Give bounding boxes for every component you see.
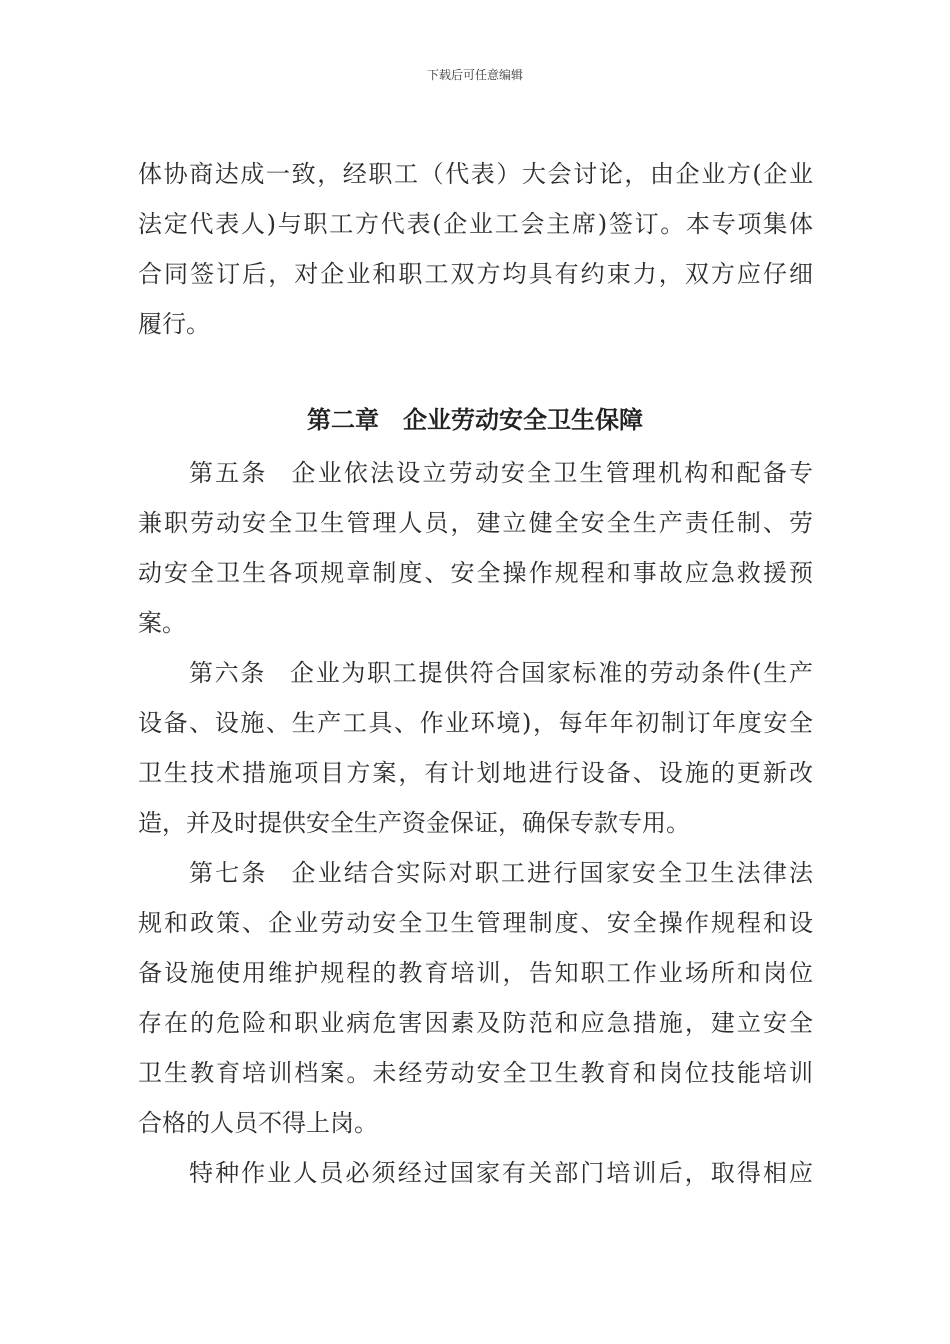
article6-label: 第六条 xyxy=(189,659,267,687)
article7-line-4: 存在的危险和职业病危害因素及防范和应急措施，建立安全 xyxy=(138,1009,813,1037)
article6-line-4: 造，并及时提供安全生产资金保证，确保专款专用。 xyxy=(138,809,690,837)
article7-line-2: 规和政策、企业劳动安全卫生管理制度、安全操作规程和设 xyxy=(138,909,813,937)
article7-line-6: 合格的人员不得上岗。 xyxy=(138,1109,378,1137)
intro-line-4: 履行。 xyxy=(138,310,210,338)
article6-line-2: 设备、设施、生产工具、作业环境)，每年年初制订年度安全 xyxy=(138,709,813,737)
article5-line-2: 兼职劳动安全卫生管理人员，建立健全安全生产责任制、劳 xyxy=(138,509,813,537)
article5-first-line xyxy=(189,457,813,489)
article5-line-3: 动安全卫生各项规章制度、安全操作规程和事故应急救援预 xyxy=(138,559,813,587)
article5-line-4: 案。 xyxy=(138,609,186,637)
article7-first-line xyxy=(189,857,813,889)
article5-label: 第五条 xyxy=(189,459,268,487)
article7-label: 第七条 xyxy=(189,859,268,887)
download-note: 下载后可任意编辑 xyxy=(426,68,523,82)
article6-line-3: 卫生技术措施项目方案，有计划地进行设备、设施的更新改 xyxy=(138,759,813,787)
article7-line-3: 备设施使用维护规程的教育培训，告知职工作业场所和岗位 xyxy=(138,959,813,987)
chapter-heading: 第二章 企业劳动安全卫生保障 xyxy=(307,406,643,434)
article7-first-text: 企业结合实际对职工进行国家安全卫生法律法 xyxy=(291,859,813,887)
article7-line-5: 卫生教育培训档案。未经劳动安全卫生教育和岗位技能培训 xyxy=(138,1059,813,1087)
intro-line-2: 法定代表人)与职工方代表(企业工会主席)签订。本专项集体 xyxy=(138,210,813,238)
intro-line-3: 合同签订后，对企业和职工双方均具有约束力，双方应仔细 xyxy=(138,260,813,288)
special-workers-line-1: 特种作业人员必须经过国家有关部门培训后，取得相应 xyxy=(189,1159,813,1187)
article6-first-line xyxy=(189,657,813,689)
article6-first-text: 企业为职工提供符合国家标准的劳动条件(生产 xyxy=(290,659,813,687)
intro-line-1: 体协商达成一致，经职工（代表）大会讨论，由企业方(企业 xyxy=(138,160,813,188)
article5-first-text: 企业依法设立劳动安全卫生管理机构和配备专 xyxy=(291,459,813,487)
